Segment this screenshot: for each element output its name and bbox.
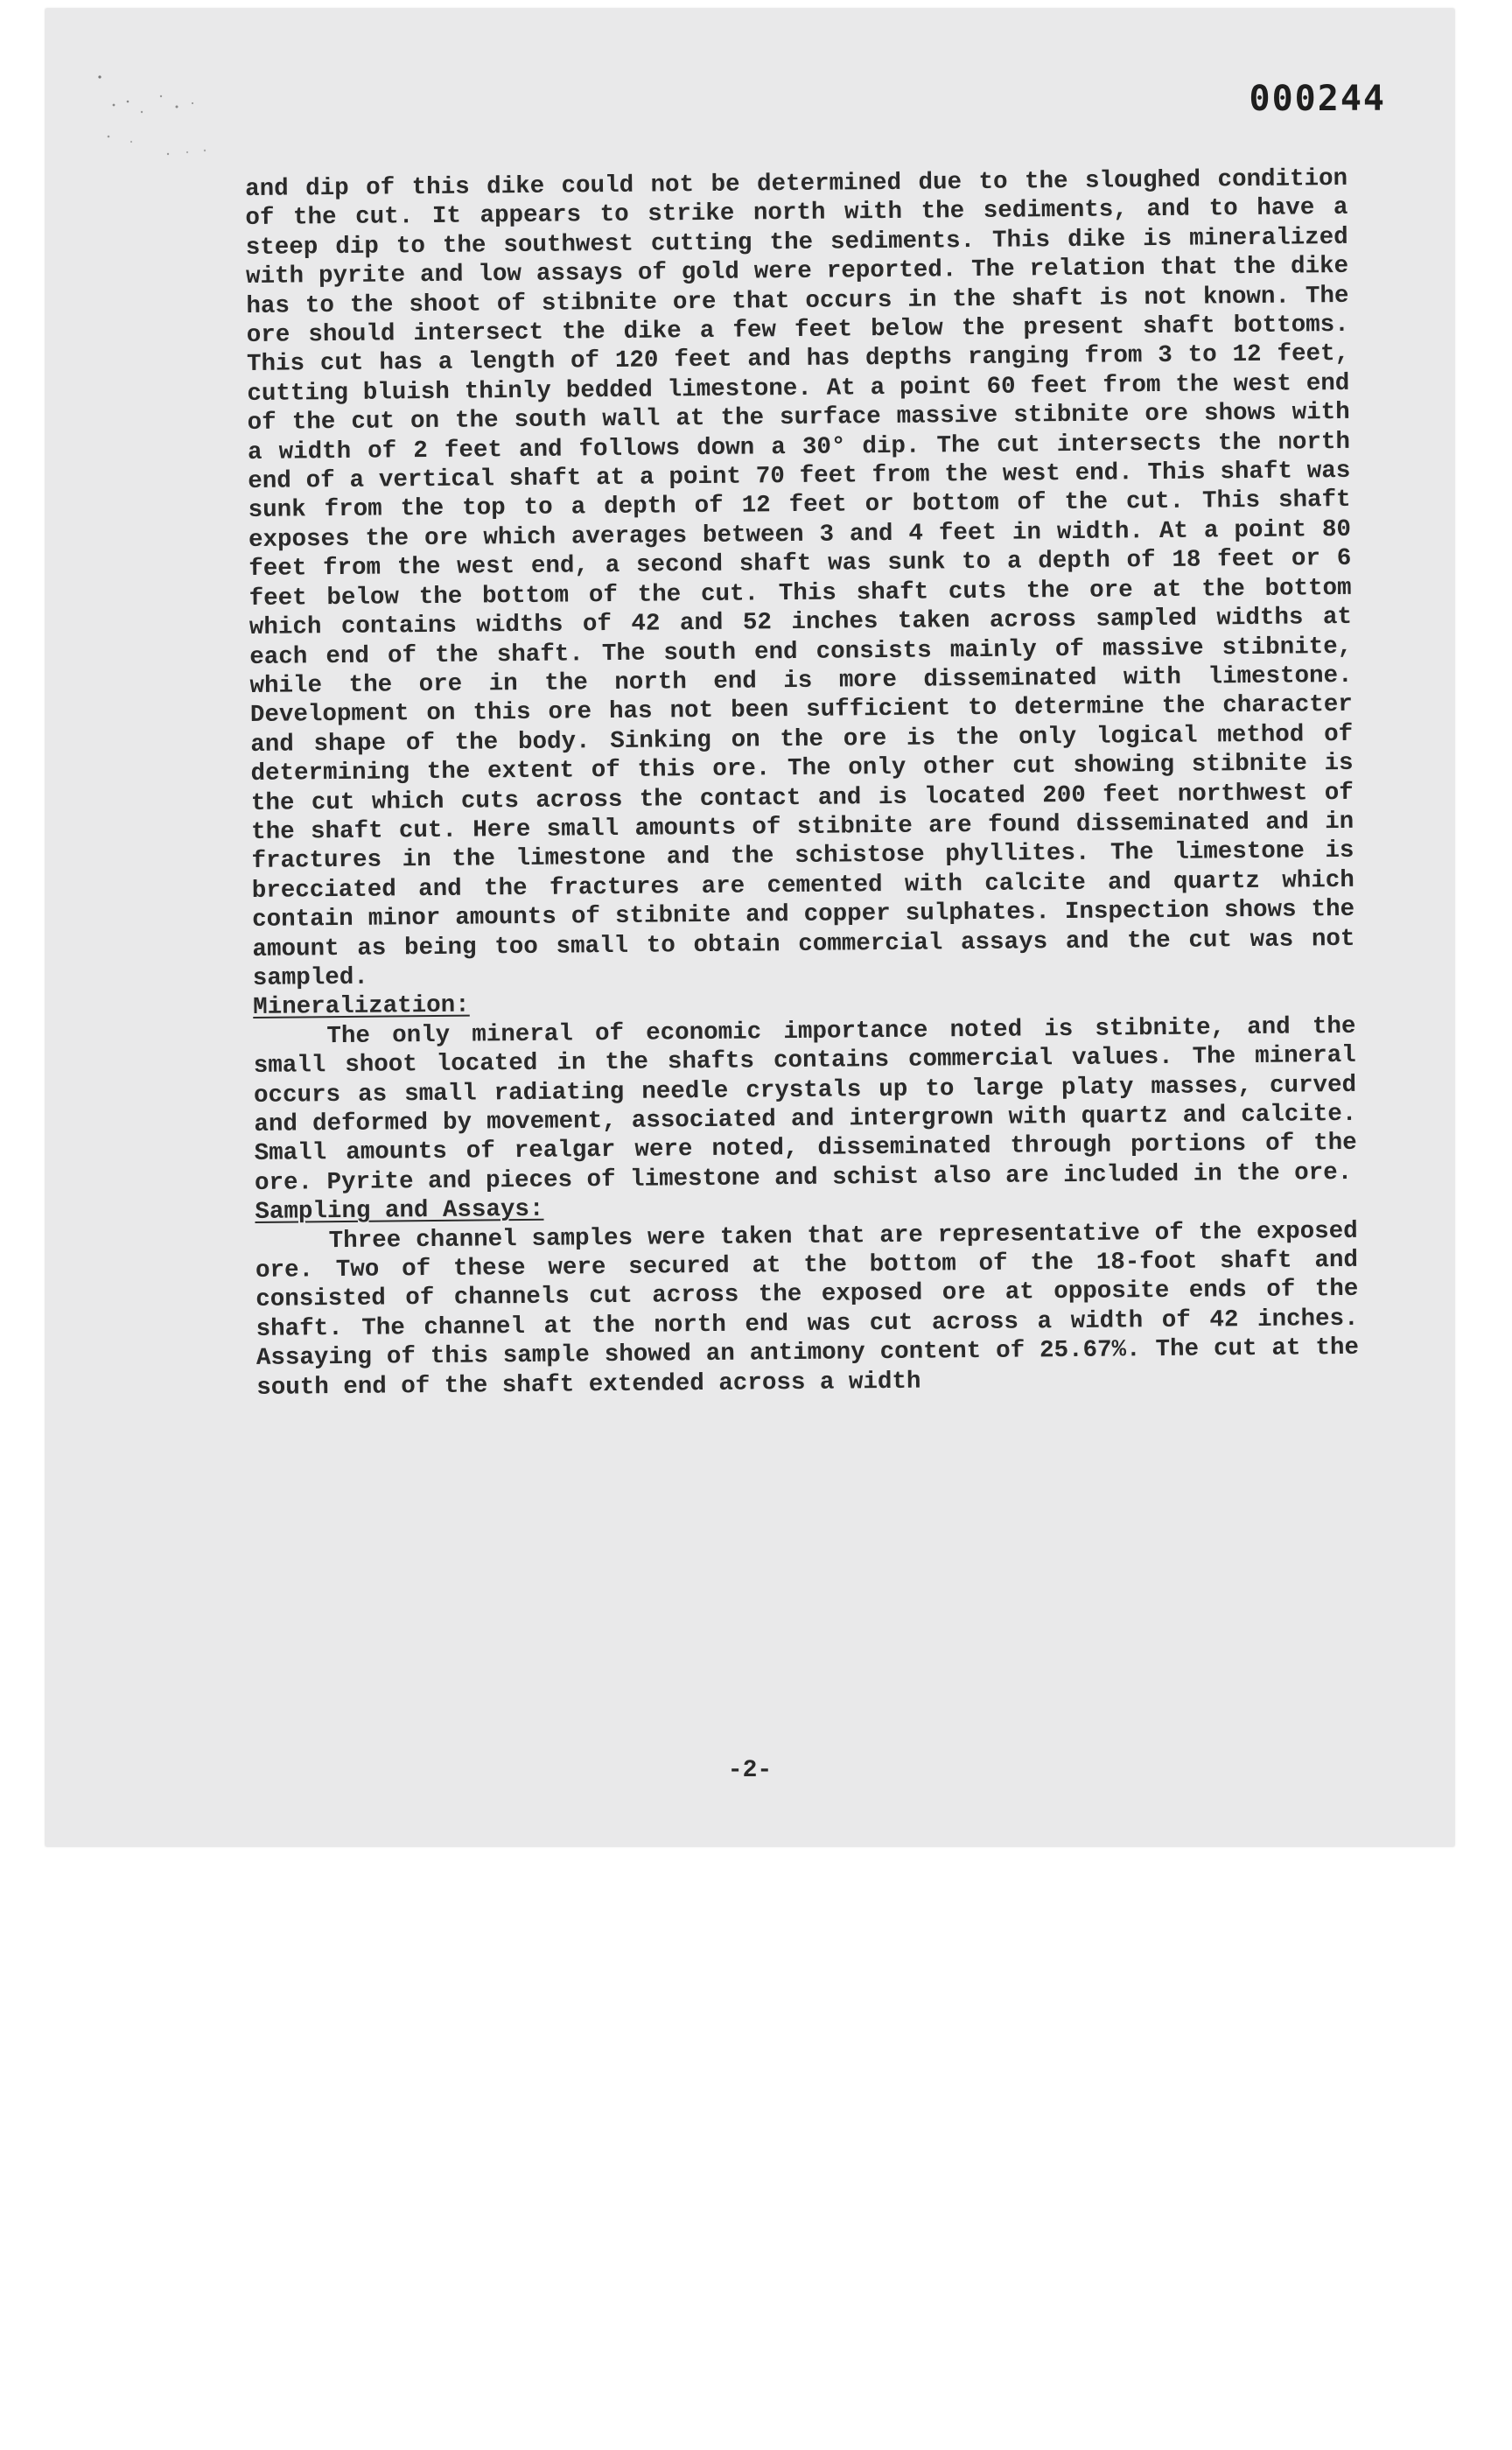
scan-speckle-marks (89, 70, 264, 175)
scanned-page (46, 9, 1454, 1846)
typed-text-block (245, 164, 1359, 1403)
section-heading-mineralization: Mineralization: (252, 991, 470, 1022)
section-body-mineralization: The only mineral of economic importance noted is stibnite, and the small shoot located in the shafts contains commercial values. The mineral occurs as small radiating needle crystals up to large platy masses, curved and deformed by movement, associated and intergrown with quartz and calcite. Small amounts of realgar were noted, disseminated through portions of the ore. Pyrite and pieces of limestone and schist also are included in the ore. (253, 1012, 1357, 1197)
opening-paragraph: and dip of this dike could not be determined due to the sloughed condition of the cut. It appears to strike north with the sediments, and to have a steep dip to the southwest cutting the sediments. This dike is mineralized with pyrite and low assays of gold were reported. The relation that the dike has to the shoot of stibnite ore that occurs in the shaft is not known. The ore should intersect the dike a few feet below the present shaft bottoms. This cut has a length of 120 feet and has depths ranging from 3 to 12 feet, cutting bluish thinly bedded limestone. At a point 60 feet from the west end of the cut on the south wall at the surface massive stibnite ore shows with a width of 2 feet and follows down a 30° dip. The cut intersects the north end of a vertical shaft at a point 70 feet from the west end. This shaft was sunk from the top to a depth of 12 feet or bottom of the cut. This shaft exposes the ore which averages between 3 and 4 feet in width. At a point 80 feet from the west end, a second shaft was sunk to a depth of 18 feet or 6 feet below the bottom of the cut. This shaft cuts the ore at the bottom which contains widths of 42 and 52 inches taken across sampled widths at each end of the shaft. The south end consists mainly of massive stibnite, while the ore in the north end is more disseminated with limestone. Development on this ore has not been sufficient to determine the character and shape of the body. Sinking on the ore is the only logical method of determining the extent of this ore. The only other cut showing stibnite is the cut which cuts across the contact and is located 200 feet northwest of the shaft cut. Here small amounts of stibnite are found disseminated and in fractures in the limestone and the schistose phyllites. The limestone is brecciated and the fractures are cemented with calcite and quartz which contain minor amounts of stibnite and copper sulphates. Inspection shows the amount as being too small to obtain commercial assays and the cut was not sampled. (245, 164, 1355, 992)
page-number: -2- (727, 1757, 773, 1784)
section-heading-sampling-and-assays: Sampling and Assays: (255, 1195, 544, 1227)
section-body-sampling-and-assays: Three channel samples were taken that are representative of the exposed ore. Two of these were secured at the bottom of the 18-foot shaft and consisted of channels cut across the exposed ore at opposite ends of the shaft. The channel at the north end was cut across a width of 42 inches. Assaying of this sample showed an antimony content of 25.67%. The cut at the south end of the shaft extended across a width (255, 1217, 1360, 1402)
document-number: 000244 (1249, 79, 1386, 119)
